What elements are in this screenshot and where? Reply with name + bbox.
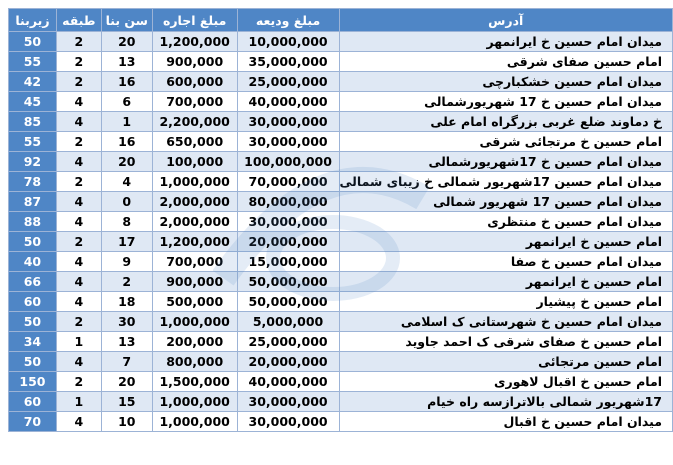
- listing-table-wrapper: [8, 8, 673, 432]
- cell-floor: 4: [56, 412, 101, 432]
- table-row[interactable]: [9, 112, 673, 132]
- table-row[interactable]: [9, 92, 673, 112]
- table-row[interactable]: [9, 412, 673, 432]
- table-row[interactable]: [9, 272, 673, 292]
- cell-area: 50: [9, 352, 57, 372]
- table-row[interactable]: [9, 372, 673, 392]
- cell-deposit: 40,000,000: [237, 372, 339, 392]
- cell-floor: 2: [56, 232, 101, 252]
- cell-area: 88: [9, 212, 57, 232]
- cell-age: 10: [101, 412, 152, 432]
- cell-rent: 200,000: [152, 332, 237, 352]
- header-floor[interactable]: طبقه: [56, 9, 101, 32]
- cell-age: 16: [101, 132, 152, 152]
- cell-floor: 4: [56, 152, 101, 172]
- cell-deposit: 70,000,000: [237, 172, 339, 192]
- cell-address: امام حسین خ مرتجائی شرقی: [339, 132, 673, 152]
- cell-age: 7: [101, 352, 152, 372]
- cell-area: 87: [9, 192, 57, 212]
- cell-address: امام حسین خ اقبال لاهوری: [339, 372, 673, 392]
- cell-floor: 2: [56, 32, 101, 52]
- cell-deposit: 25,000,000: [237, 72, 339, 92]
- cell-floor: 1: [56, 332, 101, 352]
- cell-address: میدان امام حسین خشکبارچی: [339, 72, 673, 92]
- cell-deposit: 40,000,000: [237, 92, 339, 112]
- cell-age: 2: [101, 272, 152, 292]
- cell-floor: 2: [56, 312, 101, 332]
- cell-rent: 1,500,000: [152, 372, 237, 392]
- cell-age: 6: [101, 92, 152, 112]
- cell-address: میدان امام حسین خ 17شهریورشمالی: [339, 152, 673, 172]
- table-row[interactable]: [9, 192, 673, 212]
- cell-address: میدان امام حسین 17 شهریور شمالی: [339, 192, 673, 212]
- cell-floor: 2: [56, 132, 101, 152]
- table-header-row: [9, 9, 673, 32]
- cell-rent: 1,200,000: [152, 32, 237, 52]
- table-row[interactable]: [9, 152, 673, 172]
- cell-area: 45: [9, 92, 57, 112]
- cell-deposit: 15,000,000: [237, 252, 339, 272]
- cell-deposit: 30,000,000: [237, 212, 339, 232]
- cell-age: 15: [101, 392, 152, 412]
- cell-rent: 900,000: [152, 272, 237, 292]
- cell-floor: 4: [56, 92, 101, 112]
- cell-rent: 700,000: [152, 92, 237, 112]
- cell-deposit: 20,000,000: [237, 232, 339, 252]
- table-row[interactable]: [9, 312, 673, 332]
- cell-deposit: 30,000,000: [237, 132, 339, 152]
- cell-area: 60: [9, 392, 57, 412]
- cell-deposit: 100,000,000: [237, 152, 339, 172]
- table-row[interactable]: [9, 172, 673, 192]
- table-row[interactable]: [9, 212, 673, 232]
- cell-deposit: 20,000,000: [237, 352, 339, 372]
- cell-deposit: 10,000,000: [237, 32, 339, 52]
- cell-address: امام حسین مرتجائی: [339, 352, 673, 372]
- cell-age: 4: [101, 172, 152, 192]
- cell-area: 50: [9, 312, 57, 332]
- cell-rent: 2,000,000: [152, 192, 237, 212]
- cell-address: امام حسین خ صفای شرقی ک احمد جاوید: [339, 332, 673, 352]
- cell-floor: 1: [56, 392, 101, 412]
- cell-address: میدان امام حسین 17شهریور شمالی خ زیبای شمالی: [339, 172, 673, 192]
- cell-age: 16: [101, 72, 152, 92]
- cell-deposit: 35,000,000: [237, 52, 339, 72]
- cell-area: 66: [9, 272, 57, 292]
- cell-address: میدان امام حسین خ اقبال: [339, 412, 673, 432]
- table-row[interactable]: [9, 52, 673, 72]
- cell-age: 9: [101, 252, 152, 272]
- cell-address: خ دماوند ضلع غربی بزرگراه امام علی: [339, 112, 673, 132]
- cell-area: 150: [9, 372, 57, 392]
- cell-rent: 800,000: [152, 352, 237, 372]
- header-address[interactable]: آدرس: [339, 9, 673, 32]
- table-row[interactable]: [9, 392, 673, 412]
- cell-deposit: 80,000,000: [237, 192, 339, 212]
- cell-age: 30: [101, 312, 152, 332]
- cell-rent: 1,000,000: [152, 392, 237, 412]
- table-row[interactable]: [9, 32, 673, 52]
- table-row[interactable]: [9, 252, 673, 272]
- cell-area: 40: [9, 252, 57, 272]
- cell-area: 85: [9, 112, 57, 132]
- cell-rent: 2,200,000: [152, 112, 237, 132]
- cell-rent: 700,000: [152, 252, 237, 272]
- cell-rent: 500,000: [152, 292, 237, 312]
- table-row[interactable]: [9, 72, 673, 92]
- cell-rent: 1,000,000: [152, 172, 237, 192]
- cell-floor: 4: [56, 212, 101, 232]
- cell-age: 20: [101, 32, 152, 52]
- cell-address: امام حسین صفای شرقی: [339, 52, 673, 72]
- cell-area: 50: [9, 32, 57, 52]
- rental-listings-table: [8, 8, 673, 432]
- cell-floor: 2: [56, 52, 101, 72]
- cell-area: 34: [9, 332, 57, 352]
- cell-deposit: 30,000,000: [237, 412, 339, 432]
- cell-floor: 2: [56, 72, 101, 92]
- cell-floor: 4: [56, 252, 101, 272]
- cell-rent: 900,000: [152, 52, 237, 72]
- cell-address: میدان امام حسین خ صفا: [339, 252, 673, 272]
- table-row[interactable]: [9, 132, 673, 152]
- table-body: [9, 32, 673, 432]
- cell-age: 8: [101, 212, 152, 232]
- cell-address: میدان امام حسین خ منتظری: [339, 212, 673, 232]
- cell-floor: 4: [56, 192, 101, 212]
- cell-age: 20: [101, 372, 152, 392]
- cell-area: 60: [9, 292, 57, 312]
- cell-age: 13: [101, 332, 152, 352]
- header-area[interactable]: زیربنا: [9, 9, 57, 32]
- cell-age: 17: [101, 232, 152, 252]
- cell-age: 0: [101, 192, 152, 212]
- header-age[interactable]: سن بنا: [101, 9, 152, 32]
- cell-floor: 4: [56, 352, 101, 372]
- cell-rent: 2,000,000: [152, 212, 237, 232]
- header-deposit[interactable]: مبلغ ودیعه: [237, 9, 339, 32]
- cell-area: 55: [9, 132, 57, 152]
- table-row[interactable]: [9, 352, 673, 372]
- cell-floor: 4: [56, 272, 101, 292]
- cell-area: 92: [9, 152, 57, 172]
- cell-area: 70: [9, 412, 57, 432]
- cell-age: 18: [101, 292, 152, 312]
- table-row[interactable]: [9, 292, 673, 312]
- cell-deposit: 25,000,000: [237, 332, 339, 352]
- cell-age: 13: [101, 52, 152, 72]
- cell-address: امام حسین خ ایرانمهر: [339, 272, 673, 292]
- cell-deposit: 50,000,000: [237, 292, 339, 312]
- cell-rent: 1,000,000: [152, 412, 237, 432]
- cell-address: امام حسین خ ایرانمهر: [339, 232, 673, 252]
- cell-age: 1: [101, 112, 152, 132]
- cell-rent: 650,000: [152, 132, 237, 152]
- cell-address: میدان امام حسین خ ایرانمهر: [339, 32, 673, 52]
- cell-deposit: 50,000,000: [237, 272, 339, 292]
- cell-rent: 1,000,000: [152, 312, 237, 332]
- cell-deposit: 30,000,000: [237, 112, 339, 132]
- table-row[interactable]: [9, 332, 673, 352]
- cell-age: 20: [101, 152, 152, 172]
- cell-area: 55: [9, 52, 57, 72]
- cell-address: 17شهریور شمالی بالاترازسه راه خیام: [339, 392, 673, 412]
- cell-deposit: 5,000,000: [237, 312, 339, 332]
- cell-rent: 100,000: [152, 152, 237, 172]
- cell-rent: 600,000: [152, 72, 237, 92]
- table-row[interactable]: [9, 232, 673, 252]
- cell-rent: 1,200,000: [152, 232, 237, 252]
- cell-floor: 4: [56, 112, 101, 132]
- cell-deposit: 30,000,000: [237, 392, 339, 412]
- cell-area: 42: [9, 72, 57, 92]
- cell-address: میدان امام حسین خ 17 شهریورشمالی: [339, 92, 673, 112]
- cell-floor: 4: [56, 292, 101, 312]
- cell-floor: 2: [56, 172, 101, 192]
- cell-address: میدان امام حسین خ شهرستانی ک اسلامی: [339, 312, 673, 332]
- cell-area: 78: [9, 172, 57, 192]
- cell-area: 50: [9, 232, 57, 252]
- cell-address: امام حسین خ پیشیار: [339, 292, 673, 312]
- header-rent[interactable]: مبلغ اجاره: [152, 9, 237, 32]
- cell-floor: 2: [56, 372, 101, 392]
